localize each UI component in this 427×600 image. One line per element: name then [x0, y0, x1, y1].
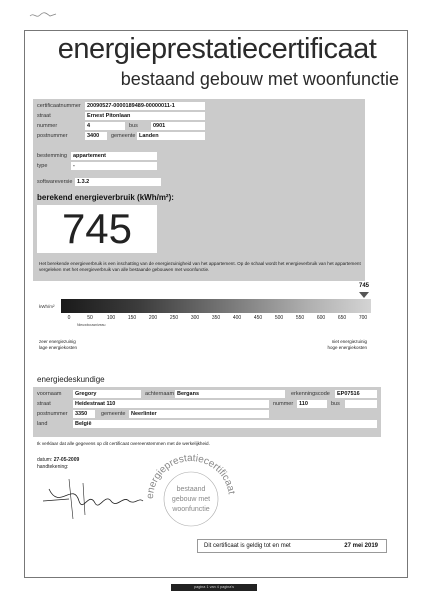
voornaam-value: Gregory — [73, 390, 141, 398]
handwritten-signature — [39, 471, 159, 521]
bus-label: bus — [129, 123, 138, 129]
berekend-energieverbruik-label: berekend energieverbruik (kWh/m²): — [37, 193, 174, 202]
straat-label: straat — [37, 113, 51, 119]
validity-date: 27 mei 2019 — [344, 543, 378, 549]
bestemming-label: bestemming — [37, 153, 67, 159]
softwareversie-label: softwareversie — [37, 179, 73, 185]
certificaatnummer-value: 20090527-0000189489-00000011-1 — [85, 102, 205, 110]
certificate-subtitle: bestaand gebouw met woonfunctie — [120, 69, 399, 89]
softwareversie-value: 1.3.2 — [75, 178, 161, 186]
scale-marker-arrow-icon — [359, 292, 369, 298]
stamp-line-2: gebouw met — [171, 496, 211, 503]
erkenningscode-value: EP07516 — [335, 390, 377, 398]
type-value: - — [71, 162, 157, 170]
energy-scale-bar — [61, 299, 371, 313]
scale-tick-label: 300 — [190, 315, 200, 321]
scale-tick-sub: Nieuwbouwniveau — [77, 323, 106, 327]
scale-note-right — [327, 339, 367, 351]
certificaatnummer-label: certificaatnummer — [37, 103, 81, 109]
scale-tick-label: 450 — [253, 315, 263, 321]
postnummer-label: postnummer — [37, 133, 68, 139]
nummer-label: nummer — [37, 123, 58, 129]
expert-postnummer-value: 3350 — [73, 410, 95, 418]
page-footer: pagina 1 van 4 pagina's — [171, 584, 257, 591]
scale-tick-label: 700 — [358, 315, 368, 321]
scale-tick-label: 400 — [232, 315, 242, 321]
scale-tick-label: 150 — [127, 315, 137, 321]
scale-explanation: Het berekende energieverbruik is een inschatting van de energiezuinigheid van het appartement. Op de schaal wordt het energieverbruik van het appartement vergeleken met het energieverbruik van alle bestaande gebouwen met woonfunctie. — [39, 261, 361, 272]
scale-note-right-line1: niet energiezuinig — [331, 339, 367, 344]
nummer-value: 4 — [85, 122, 125, 130]
expert-straat-label: straat — [37, 401, 51, 407]
handtekening-label: handtekening: — [37, 464, 69, 470]
energy-score-value: 745 — [61, 205, 133, 252]
scale-tick-label: 0 — [67, 315, 71, 321]
datum-label: datum: — [37, 457, 53, 463]
scale-note-right-line2: hoge energiekosten — [327, 345, 367, 350]
scale-note-left-line2: lage energiekosten — [39, 345, 78, 350]
postnummer-value: 3400 — [85, 132, 107, 140]
stamp-line-1: bestaand — [176, 486, 206, 493]
certificate-title: energieprestatiecertificaat — [57, 33, 377, 65]
expert-bus-value — [345, 400, 377, 408]
scale-tick-label: 250 — [169, 315, 179, 321]
straat-value: Ernest Pitonlaan — [85, 112, 205, 120]
energy-score-box — [37, 205, 157, 253]
type-label: type — [37, 163, 48, 169]
energiedeskundige-heading: energiedeskundige — [37, 375, 105, 384]
scale-tick-label: 100 — [106, 315, 116, 321]
bestemming-value: appartement — [71, 152, 157, 160]
declaration-text: Ik verklaar dat alle gegevens op dit certificaat overeenstemmen met de werkelijkheid. — [37, 441, 210, 446]
certificate-stamp — [143, 451, 239, 547]
stamp-line-3: woonfunctie — [172, 506, 210, 513]
scale-note-left — [39, 339, 77, 351]
expert-postnummer-label: postnummer — [37, 411, 68, 417]
achternaam-value: Bergans — [175, 390, 285, 398]
land-value: België — [73, 420, 377, 428]
pen-scribble — [28, 10, 58, 22]
erkenningscode-label: erkenningscode — [291, 391, 330, 397]
voornaam-label: voornaam — [37, 391, 62, 397]
scale-tick-label: 650 — [337, 315, 347, 321]
gemeente-value: Landen — [137, 132, 205, 140]
certificate-page — [24, 30, 408, 578]
expert-info-panel — [33, 387, 381, 437]
expert-nummer-value: 110 — [297, 400, 327, 408]
gemeente-label: gemeente — [111, 133, 136, 139]
scale-tick-label: 500 — [274, 315, 284, 321]
datum-line — [37, 457, 79, 463]
validity-box — [197, 539, 387, 553]
datum-value: 27-05-2009 — [53, 457, 80, 463]
expert-straat-value: Heidestraat 110 — [73, 400, 269, 408]
expert-bus-label: bus — [331, 401, 340, 407]
bus-value: 0901 — [151, 122, 205, 130]
expert-gemeente-label: gemeente — [101, 411, 126, 417]
scale-tick-label: 600 — [316, 315, 326, 321]
expert-gemeente-value: Neerlinter — [129, 410, 269, 418]
scale-marker-value: 745 — [359, 283, 370, 289]
land-label: land — [37, 421, 48, 427]
expert-nummer-label: nummer — [273, 401, 294, 407]
scale-unit-label: kWh/m² — [39, 304, 55, 309]
stamp-outer-text: energieprestatiecertificaat — [144, 452, 237, 500]
building-info-panel — [33, 99, 365, 281]
scale-tick-label: 50 — [87, 315, 93, 321]
scale-tick-label: 550 — [295, 315, 305, 321]
scale-tick-label: 350 — [211, 315, 221, 321]
scale-note-left-line1: zeer energiezuinig — [39, 339, 76, 344]
scale-tick-label: 200 — [148, 315, 158, 321]
validity-text: Dit certificaat is geldig tot en met — [204, 543, 291, 549]
achternaam-label: achternaam — [145, 391, 175, 397]
